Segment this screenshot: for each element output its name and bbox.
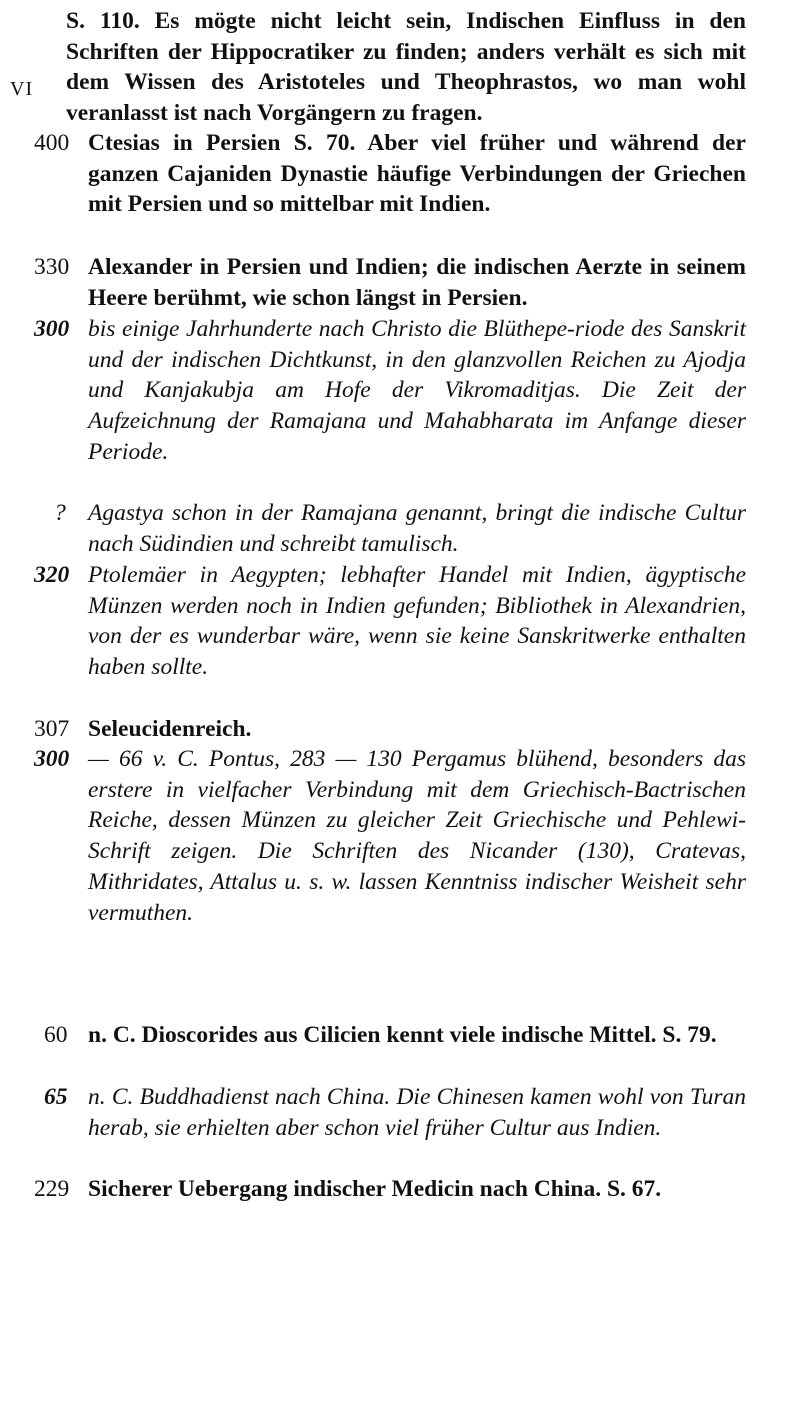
entry-year: 320 — [34, 562, 70, 588]
chronology-entry — [34, 128, 746, 220]
entry-year: 300 — [34, 746, 70, 772]
entry-year: 400 — [34, 130, 70, 156]
entry-text: Sicherer Uebergang indischer Medicin nach China. S. 67. — [88, 1176, 662, 1202]
chronology-entry — [34, 314, 746, 468]
chronology-entry — [34, 560, 746, 683]
page-number: VI — [10, 78, 34, 100]
entry-text: S. 110. Es mögte nicht leicht sein, Indischen Einfluss in den Schriften der Hippocratiker zu finden; anders verhält es sich mit dem Wissen des Aristoteles und Theophrastos, wo man wohl veranlasst ist nach Vorgängern zu fragen. — [66, 8, 746, 127]
entry-text: Alexander in Persien und Indien; die indischen Aerzte in seinem Heere berühmt, wie schon längst in Persien. — [88, 254, 746, 311]
entry-text: Ctesias in Persien S. 70. Aber viel früher und während der ganzen Cajaniden Dynastie häufige Verbindungen der Griechen mit Persien und so mittelbar mit Indien. — [88, 130, 746, 218]
entry-year: 65 — [44, 1084, 68, 1110]
chronology-entry — [34, 744, 746, 928]
entry-year: 229 — [34, 1176, 70, 1202]
chronology-entry — [66, 6, 746, 129]
entry-text: n. C. Buddhadienst nach China. Die Chinesen kamen wohl von Turan herab, sie erhielten aber schon viel früher Cultur aus Indien. — [88, 1084, 746, 1141]
entry-text: Agastya schon in der Ramajana genannt, bringt die indische Cultur nach Südindien und schreibt tamulisch. — [88, 500, 746, 557]
chronology-entry — [34, 252, 746, 313]
entry-year: 307 — [34, 716, 70, 742]
entry-text: Ptolemäer in Aegypten; lebhafter Handel mit Indien, ägyptische Münzen werden noch in Indien gefunden; Bibliothek in Alexandrien, von der es wunderbar wäre, wenn sie keine Sanskritwerke enthalten haben sollte. — [88, 562, 746, 681]
chronology-entry — [34, 714, 746, 745]
entry-year: 330 — [34, 254, 70, 280]
chronology-entry — [34, 1174, 746, 1205]
chronology-entry — [44, 1082, 746, 1143]
entry-year: ? — [54, 500, 66, 526]
chronology-entry — [54, 498, 746, 559]
chronology-entry — [44, 1020, 746, 1051]
entry-year: 60 — [44, 1022, 68, 1048]
entry-text: Seleucidenreich. — [88, 716, 252, 742]
entry-text: n. C. Dioscorides aus Cilicien kennt viele indische Mittel. S. 79. — [88, 1022, 717, 1048]
entry-text: bis einige Jahrhunderte nach Christo die Blüthepe-riode des Sanskrit und der indischen Dichtkunst, in den glanzvollen Reichen zu Ajodja und Kanjakubja am Hofe der Vikromaditjas. Die Zeit der Aufzeichnung der Ramajana und Mahabharata im Anfange dieser Periode. — [88, 316, 746, 465]
entry-text: — 66 v. C. Pontus, 283 — 130 Pergamus blühend, besonders das erstere in vielfacher Verbindung mit dem Griechisch-Bactrischen Reiche, dessen Münzen zu gleicher Zeit Griechische und Pehlewi-Schrift zeigen. Die Schriften des Nicander (130), Cratevas, Mithridates, Attalus u. s. w. lassen Kenntniss indischer Weisheit sehr vermuthen. — [88, 746, 746, 926]
entry-year: 300 — [34, 316, 70, 342]
